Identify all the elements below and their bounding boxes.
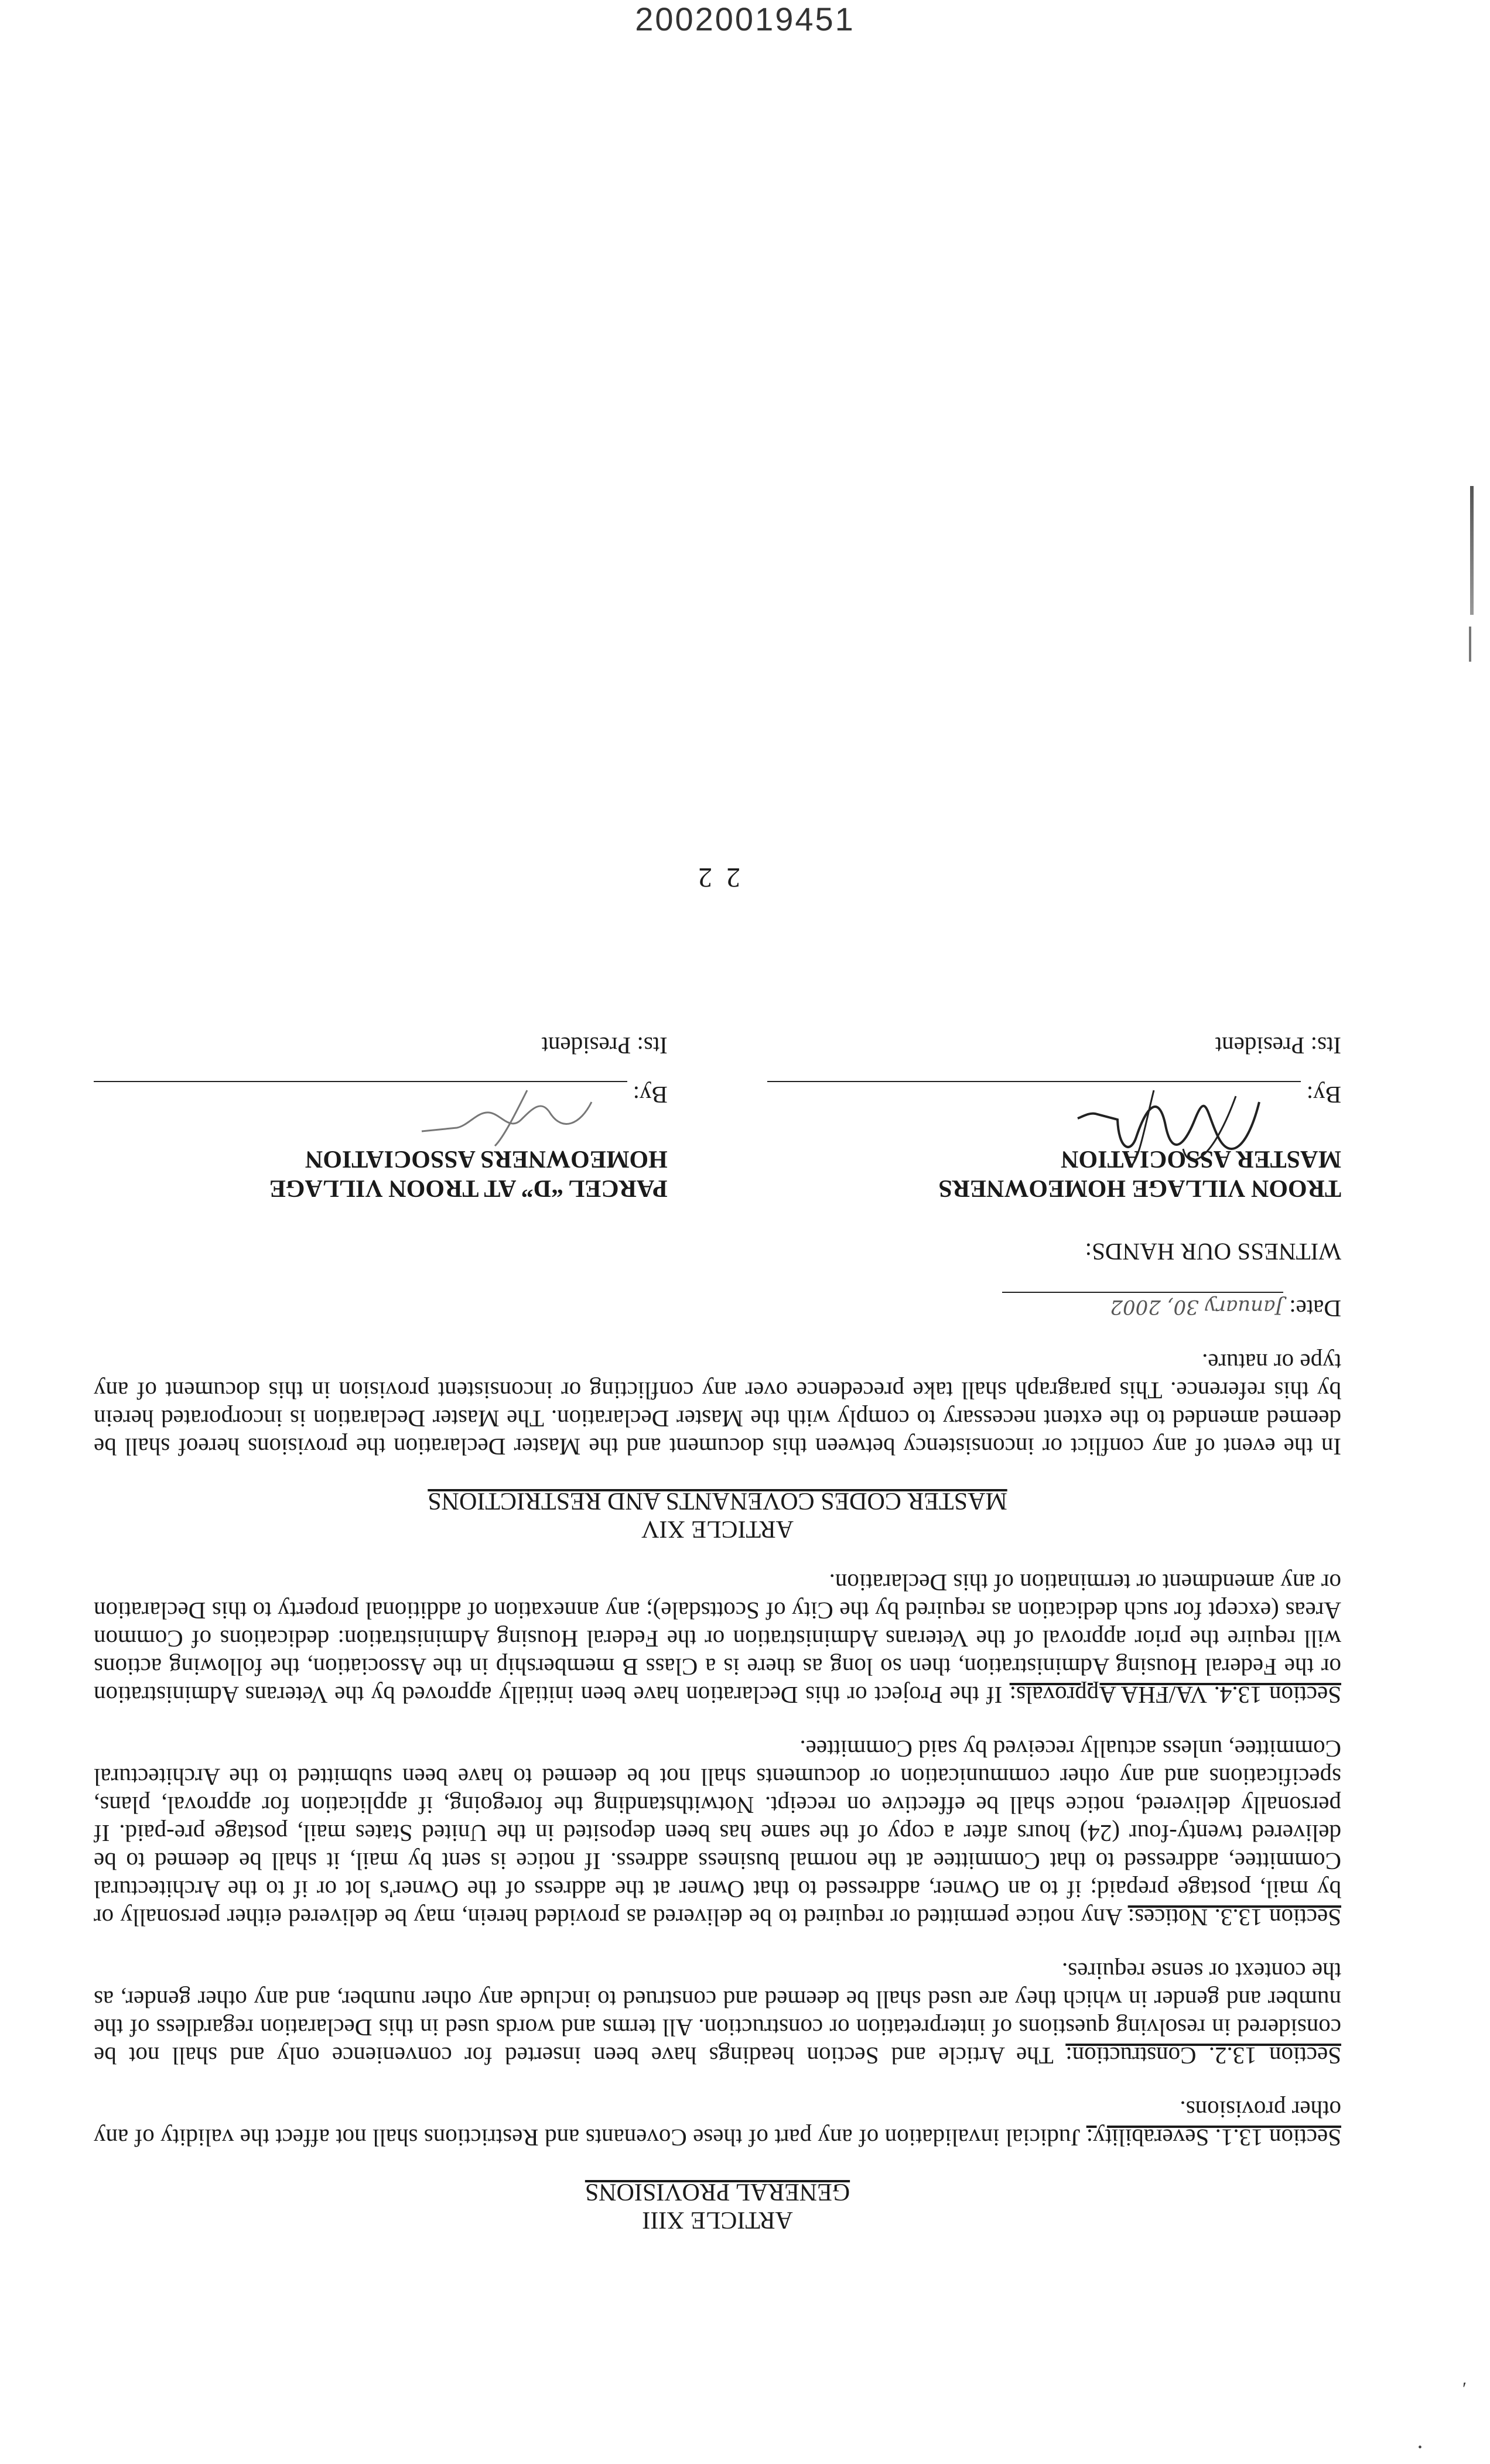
article-xiv-text: In the event of any conflict or inconsistency between this document and the Master Declaration the provisions hereof shall be deemed amended to the extent necessary to comply with the Master Declaration. The Master Declaration is incorporated herein by this reference. This paragraph shall take precedence over any conflicting or inconsistent provision in this document of any type or nature. [94,1349,1341,1460]
date-label: Date: [1289,1295,1341,1322]
section-13-4 [94,1569,1341,1709]
article-xiv-title: ARTICLE XIV [641,1515,794,1542]
section-13-2-label: Section 13.2. Construction: [1065,2042,1341,2069]
scan-tick-mark: ′ [1462,2378,1467,2399]
article-xiv-heading [94,1487,1341,1543]
section-13-1-label: Section 13.1. Severability: [1086,2124,1341,2151]
signature-left-by-label: By: [1306,1082,1341,1108]
signature-left-title: Its: President [1215,1032,1341,1059]
document-number: 20020019451 [635,1,855,37]
signature-right-by [94,1081,668,1109]
section-13-2 [94,1957,1341,2070]
signature-right-title: Its: President [541,1032,668,1059]
article-xiv-subtitle: MASTER CODES COVENANTS AND RESTRICTIONS [428,1487,1007,1514]
signature-right [94,1032,668,1203]
section-13-4-text: If the Project or this Declaration have been initially approved by the Veterans Administration or the Federal Housing Administration, then so long as there is a Class B membership in the Association, the following actions will require the prior approval of the Veterans Administration or the Federal Housing Administration: dedications of Common Areas (except for such dedication as required by the City of Scottsdale); any annexation of additional property to this Declaration or any amendment or termination of this Declaration. [94,1569,1341,1709]
section-13-3-label: Section 13.3. Notices: [1127,1904,1341,1931]
signature-block [94,1032,1341,1203]
section-13-3 [94,1735,1341,1932]
signature-left-by [767,1081,1341,1109]
signature-left-org-line2: MASTER ASSOCIATION [1061,1145,1341,1172]
signature-right-org-line2: HOMEOWNERS ASSOCIATION [305,1145,668,1172]
rotated-page-body [94,577,1341,2304]
page-number: 2 2 [695,862,740,893]
signature-left [767,1032,1341,1203]
section-13-2-text: The Article and Section headings have been inserted for convenience only and shall not be considered in resolving questions of interpretation or construction. All terms and words used in this Declaration regardless of the number and gender in which they are used shall be deemed and construed to include any other number, and any other gender, as the context or sense requires. [94,1958,1341,2069]
signature-left-org-line1: TROON VILLAGE HOMEOWNERS [938,1175,1341,1202]
signature-right-org-line1: PARCEL “D” AT TROON VILLAGE [269,1175,668,1202]
article-xiii-title: ARTICLE XIII [642,2206,793,2233]
article-xiii-subtitle: GENERAL PROVISIONS [585,2178,850,2205]
section-13-3-text: Any notice permitted or required to be delivered as provided herein, may be delivered either personally or by mail, postage prepaid; if to an Owner, addressed to that Owner at the address of the Owner's lot or if to the Architectural Committee, addressed to that Committee at the normal business address. If notice is sent by mail, it shall be deemed to be delivered twenty-four (24) hours after a copy of the same has been deposited in the United States mail, postage pre-paid. If personally delivered, notice shall be effective on receipt. Notwithstanding the foregoing, if application for approval, plans, specifications and any other communication or documents shall not be deemed to have been submitted to the Architectural Committee, unless actually received by said Committee. [94,1736,1341,1931]
signature-right-by-label: By: [633,1082,668,1108]
handwritten-signature-left [1072,1084,1271,1172]
article-xiii-heading [94,2178,1341,2234]
date-line [94,1292,1341,1323]
section-13-4-label: Section 13.4. VA/FHA Approvals: [1009,1682,1341,1709]
witness-statement: WITNESS OUR HANDS: [1085,1238,1341,1265]
section-13-1-text: Judicial invalidation of any part of these Covenants and Restrictions shall not affect the validity of any other provisions. [94,2096,1341,2151]
scan-dot: • [1417,2441,1422,2454]
scan-edge-mark [1470,486,1474,615]
section-13-1 [94,2096,1341,2152]
scan-edge-mark-small [1469,627,1471,662]
date-value: January 30, 2002 [1002,1292,1283,1321]
handwritten-signature-right [410,1084,597,1149]
